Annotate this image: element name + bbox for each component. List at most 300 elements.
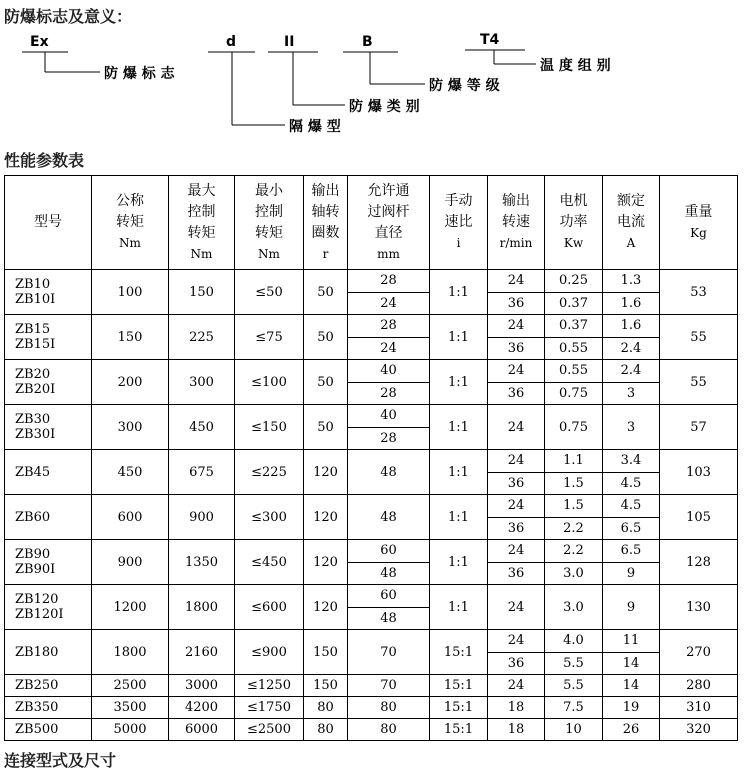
column-header-line: 最大 bbox=[187, 182, 216, 199]
model-cell bbox=[5, 495, 92, 540]
weight-cell: 280 bbox=[660, 675, 738, 697]
turns-cell: 120 bbox=[304, 540, 348, 585]
model-cell bbox=[5, 630, 92, 675]
valve-diameter-cell bbox=[348, 360, 430, 405]
valve-diameter-value: 24 bbox=[348, 292, 429, 315]
column-header-unit: A bbox=[626, 236, 636, 250]
table-row bbox=[5, 495, 738, 540]
label-d: 隔 爆 型 bbox=[289, 119, 341, 135]
model-cell bbox=[5, 719, 92, 741]
current-value: 4.5 bbox=[603, 472, 659, 495]
current-split bbox=[603, 630, 659, 674]
power-cell bbox=[545, 360, 603, 405]
speed-value: 36 bbox=[488, 382, 544, 405]
model-name: ZB250 bbox=[15, 678, 59, 693]
valve-diameter-value: 28 bbox=[348, 427, 429, 450]
speed-cell bbox=[488, 540, 545, 585]
column-header-unit: r/min bbox=[499, 236, 533, 250]
turns-cell: 150 bbox=[304, 630, 348, 675]
max-cell: 6000 bbox=[169, 719, 235, 741]
speed-cell bbox=[488, 630, 545, 675]
valve-diameter-value: 48 bbox=[348, 607, 429, 630]
column-header-line: 公称 bbox=[116, 193, 144, 209]
speed-value: 36 bbox=[488, 292, 544, 315]
column-header bbox=[488, 176, 545, 270]
valve-diameter-split bbox=[348, 315, 429, 359]
current-value: 1.6 bbox=[603, 292, 659, 315]
speed-cell bbox=[488, 450, 545, 495]
power-value: 1.5 bbox=[545, 472, 602, 495]
power-split bbox=[545, 360, 602, 404]
model-cell bbox=[5, 675, 92, 697]
performance-table bbox=[4, 175, 738, 741]
table-row bbox=[5, 270, 738, 315]
min-cell: ≤100 bbox=[235, 360, 304, 405]
column-header-line: 重量 bbox=[684, 203, 713, 220]
current-split bbox=[603, 540, 659, 584]
model-cell bbox=[5, 315, 92, 360]
valve-diameter-value: 24 bbox=[348, 337, 429, 360]
column-header bbox=[169, 176, 235, 270]
current-cell: 3 bbox=[603, 405, 660, 450]
column-header-unit: Kg bbox=[690, 225, 707, 240]
params-heading: 性能参数表 bbox=[4, 151, 85, 170]
power-value: 0.37 bbox=[545, 292, 602, 315]
min-cell: ≤1750 bbox=[235, 697, 304, 719]
speed-cell bbox=[488, 360, 545, 405]
torque-cell: 150 bbox=[92, 315, 169, 360]
column-header-line: 转矩 bbox=[187, 224, 216, 241]
speed-split bbox=[488, 540, 544, 584]
column-header-line: 轴转 bbox=[311, 203, 340, 220]
model-name: ZB20 bbox=[15, 367, 51, 382]
ratio-cell: 1:1 bbox=[430, 360, 488, 405]
max-cell: 150 bbox=[169, 270, 235, 315]
weight-cell: 55 bbox=[660, 360, 738, 405]
speed-split bbox=[488, 630, 544, 674]
current-cell bbox=[603, 495, 660, 540]
turns-cell: 50 bbox=[304, 315, 348, 360]
speed-value: 24 bbox=[507, 363, 525, 379]
current-split bbox=[603, 315, 659, 359]
ratio-cell: 1:1 bbox=[430, 405, 488, 450]
column-header bbox=[92, 176, 169, 270]
ratio-cell: 15:1 bbox=[430, 719, 488, 741]
weight-cell: 55 bbox=[660, 315, 738, 360]
column-header-line: 转矩 bbox=[116, 214, 144, 230]
model-name: ZB30I bbox=[15, 427, 56, 442]
connect-heading: 连接型式及尺寸 bbox=[4, 751, 117, 770]
column-header-line: 速比 bbox=[444, 214, 473, 230]
max-cell: 2160 bbox=[169, 630, 235, 675]
current-value: 2.4 bbox=[603, 337, 659, 360]
speed-split bbox=[488, 315, 544, 359]
speed-value: 24 bbox=[507, 633, 525, 649]
weight-cell: 103 bbox=[660, 450, 738, 495]
min-cell: ≤450 bbox=[235, 540, 304, 585]
current-value: 14 bbox=[603, 652, 659, 675]
power-value: 0.55 bbox=[559, 363, 588, 379]
model-name: ZB180 bbox=[15, 644, 59, 660]
torque-cell: 450 bbox=[92, 450, 169, 495]
table-row bbox=[5, 675, 738, 697]
power-cell bbox=[545, 540, 603, 585]
valve-diameter-cell bbox=[348, 540, 430, 585]
power-value: 0.75 bbox=[545, 382, 602, 405]
speed-value: 24 bbox=[507, 273, 525, 289]
power-cell bbox=[545, 315, 603, 360]
column-header-line: 电机 bbox=[559, 193, 588, 209]
current-cell bbox=[603, 540, 660, 585]
column-header-line: 转速 bbox=[502, 214, 530, 230]
ratio-cell: 1:1 bbox=[430, 495, 488, 540]
valve-diameter-value: 40 bbox=[380, 363, 397, 379]
power-value: 0.25 bbox=[559, 273, 588, 289]
column-header-unit: Nm bbox=[119, 236, 141, 250]
speed-value: 24 bbox=[507, 498, 525, 514]
column-header bbox=[348, 176, 430, 270]
table-body bbox=[5, 270, 738, 741]
model-cell bbox=[5, 540, 92, 585]
marking-ex: Ex bbox=[30, 34, 49, 50]
max-cell: 3000 bbox=[169, 675, 235, 697]
valve-diameter-value: 28 bbox=[380, 318, 397, 334]
power-cell bbox=[545, 630, 603, 675]
label-b: 防 爆 等 级 bbox=[429, 78, 500, 94]
current-cell: 14 bbox=[603, 675, 660, 697]
model-name: ZB90 bbox=[15, 547, 51, 562]
valve-diameter-cell bbox=[348, 270, 430, 315]
current-cell: 26 bbox=[603, 719, 660, 741]
torque-cell: 1200 bbox=[92, 585, 169, 630]
model-name: ZB90I bbox=[15, 562, 56, 577]
ratio-cell: 1:1 bbox=[430, 540, 488, 585]
table-row bbox=[5, 405, 738, 450]
current-cell: 9 bbox=[603, 585, 660, 630]
column-header-line: 允许通 bbox=[367, 182, 410, 199]
table-row bbox=[5, 585, 738, 630]
column-header-line: 电流 bbox=[617, 214, 645, 230]
weight-cell: 53 bbox=[660, 270, 738, 315]
model-cell bbox=[5, 360, 92, 405]
power-split bbox=[545, 540, 602, 584]
min-cell: ≤2500 bbox=[235, 719, 304, 741]
model-name: ZB500 bbox=[15, 722, 59, 737]
min-cell: ≤150 bbox=[235, 405, 304, 450]
ratio-cell: 1:1 bbox=[430, 585, 488, 630]
speed-split bbox=[488, 360, 544, 404]
valve-diameter-cell bbox=[348, 405, 430, 450]
column-header-unit: i bbox=[456, 236, 461, 250]
model-name: ZB10I bbox=[15, 292, 56, 307]
power-value: 5.5 bbox=[545, 652, 602, 675]
column-header bbox=[5, 176, 92, 270]
model-cell bbox=[5, 450, 92, 495]
valve-diameter-split bbox=[348, 360, 429, 404]
model-name: ZB10 bbox=[15, 277, 51, 292]
valve-diameter-split bbox=[348, 540, 429, 584]
marking-t4: T4 bbox=[480, 32, 500, 48]
power-cell bbox=[545, 270, 603, 315]
model-name: ZB45 bbox=[15, 464, 51, 480]
power-split bbox=[545, 450, 602, 494]
current-cell bbox=[603, 450, 660, 495]
table-row bbox=[5, 315, 738, 360]
column-header bbox=[660, 176, 738, 270]
speed-value: 36 bbox=[488, 472, 544, 495]
weight-cell: 130 bbox=[660, 585, 738, 630]
current-value: 9 bbox=[603, 562, 659, 585]
table-row bbox=[5, 360, 738, 405]
min-cell: ≤50 bbox=[235, 270, 304, 315]
power-cell: 10 bbox=[545, 719, 603, 741]
column-header-unit: Nm bbox=[190, 246, 213, 261]
column-header-unit: mm bbox=[377, 246, 400, 261]
column-header-line: 过阀杆 bbox=[367, 203, 410, 220]
speed-value: 36 bbox=[488, 337, 544, 360]
table-row bbox=[5, 540, 738, 585]
column-header-line: 输出 bbox=[502, 193, 530, 209]
column-header-unit: Nm bbox=[258, 246, 280, 261]
weight-cell: 310 bbox=[660, 697, 738, 719]
valve-diameter-value: 48 bbox=[348, 562, 429, 585]
current-value: 1.3 bbox=[620, 273, 642, 289]
torque-cell: 3500 bbox=[92, 697, 169, 719]
valve-diameter-split bbox=[348, 405, 429, 449]
valve-diameter-value: 40 bbox=[380, 408, 397, 424]
valve-diameter-cell: 80 bbox=[348, 719, 430, 741]
torque-cell: 300 bbox=[92, 405, 169, 450]
min-cell: ≤75 bbox=[235, 315, 304, 360]
speed-value: 36 bbox=[488, 652, 544, 675]
turns-cell: 150 bbox=[304, 675, 348, 697]
torque-cell: 1800 bbox=[92, 630, 169, 675]
min-cell: ≤600 bbox=[235, 585, 304, 630]
model-name: ZB30 bbox=[15, 412, 51, 427]
column-header bbox=[304, 176, 348, 270]
marking-d: d bbox=[226, 34, 237, 50]
current-value: 3.4 bbox=[620, 453, 642, 469]
turns-cell: 120 bbox=[304, 450, 348, 495]
column-header bbox=[235, 176, 304, 270]
current-value: 6.5 bbox=[620, 543, 642, 559]
table-row bbox=[5, 630, 738, 675]
speed-value: 36 bbox=[488, 562, 544, 585]
speed-split bbox=[488, 450, 544, 494]
current-value: 3 bbox=[603, 382, 659, 405]
speed-cell: 24 bbox=[488, 675, 545, 697]
power-cell: 0.75 bbox=[545, 405, 603, 450]
current-split bbox=[603, 270, 659, 314]
column-header-line: 手动 bbox=[444, 193, 473, 209]
power-cell bbox=[545, 495, 603, 540]
ratio-cell: 1:1 bbox=[430, 450, 488, 495]
power-split bbox=[545, 270, 602, 314]
speed-split bbox=[488, 270, 544, 314]
current-cell bbox=[603, 360, 660, 405]
model-cell bbox=[5, 405, 92, 450]
valve-diameter-value: 60 bbox=[380, 588, 397, 604]
ratio-cell: 15:1 bbox=[430, 697, 488, 719]
speed-split bbox=[488, 495, 544, 539]
power-value: 2.2 bbox=[545, 517, 602, 540]
turns-cell: 80 bbox=[304, 697, 348, 719]
column-header-line: 控制 bbox=[255, 203, 283, 220]
current-cell bbox=[603, 315, 660, 360]
model-name: ZB15 bbox=[15, 322, 51, 337]
turns-cell: 50 bbox=[304, 270, 348, 315]
label-ii: 防 爆 类 别 bbox=[349, 99, 420, 115]
valve-diameter-value: 28 bbox=[380, 273, 397, 289]
column-header bbox=[603, 176, 660, 270]
max-cell: 4200 bbox=[169, 697, 235, 719]
power-value: 1.5 bbox=[563, 498, 584, 514]
max-cell: 225 bbox=[169, 315, 235, 360]
explosion-proof-marking-diagram bbox=[0, 0, 746, 160]
marking-b: B bbox=[362, 34, 373, 50]
speed-value: 24 bbox=[507, 318, 525, 334]
ratio-cell: 15:1 bbox=[430, 675, 488, 697]
column-header bbox=[430, 176, 488, 270]
speed-cell: 24 bbox=[488, 585, 545, 630]
column-header-line: 圈数 bbox=[311, 224, 340, 241]
column-header-line: 直径 bbox=[374, 224, 403, 241]
valve-diameter-split bbox=[348, 585, 429, 629]
speed-cell: 24 bbox=[488, 405, 545, 450]
model-name: ZB60 bbox=[15, 509, 51, 525]
max-cell: 300 bbox=[169, 360, 235, 405]
power-split bbox=[545, 495, 602, 539]
column-header-unit: Kw bbox=[563, 236, 584, 250]
label-ex: 防 爆 标 志 bbox=[104, 66, 175, 82]
valve-diameter-value: 28 bbox=[348, 382, 429, 405]
valve-diameter-cell: 48 bbox=[348, 450, 430, 495]
weight-cell: 320 bbox=[660, 719, 738, 741]
valve-diameter-cell bbox=[348, 585, 430, 630]
column-header-unit: r bbox=[322, 246, 329, 261]
power-value: 3.0 bbox=[545, 562, 602, 585]
current-cell bbox=[603, 270, 660, 315]
weight-cell: 105 bbox=[660, 495, 738, 540]
power-cell: 5.5 bbox=[545, 675, 603, 697]
column-header-line: 控制 bbox=[187, 203, 216, 220]
current-value: 6.5 bbox=[603, 517, 659, 540]
max-cell: 900 bbox=[169, 495, 235, 540]
valve-diameter-cell: 70 bbox=[348, 630, 430, 675]
column-header-line: 最小 bbox=[255, 182, 283, 199]
power-split bbox=[545, 630, 602, 674]
weight-cell: 128 bbox=[660, 540, 738, 585]
turns-cell: 80 bbox=[304, 719, 348, 741]
model-cell bbox=[5, 697, 92, 719]
table-row bbox=[5, 719, 738, 741]
valve-diameter-value: 60 bbox=[380, 543, 397, 559]
torque-cell: 2500 bbox=[92, 675, 169, 697]
valve-diameter-split bbox=[348, 270, 429, 314]
speed-cell bbox=[488, 315, 545, 360]
valve-diameter-cell: 70 bbox=[348, 675, 430, 697]
valve-diameter-cell: 48 bbox=[348, 495, 430, 540]
power-value: 2.2 bbox=[563, 543, 584, 559]
torque-cell: 200 bbox=[92, 360, 169, 405]
turns-cell: 120 bbox=[304, 585, 348, 630]
model-name: ZB120I bbox=[15, 607, 64, 622]
power-cell bbox=[545, 450, 603, 495]
marking-ii: II bbox=[284, 34, 295, 50]
torque-cell: 100 bbox=[92, 270, 169, 315]
column-header-line: 转矩 bbox=[255, 224, 283, 241]
current-split bbox=[603, 450, 659, 494]
min-cell: ≤225 bbox=[235, 450, 304, 495]
speed-cell bbox=[488, 495, 545, 540]
ratio-cell: 15:1 bbox=[430, 630, 488, 675]
power-cell: 3.0 bbox=[545, 585, 603, 630]
power-split bbox=[545, 315, 602, 359]
speed-cell: 18 bbox=[488, 697, 545, 719]
ratio-cell: 1:1 bbox=[430, 270, 488, 315]
model-name: ZB15I bbox=[15, 337, 56, 352]
turns-cell: 50 bbox=[304, 360, 348, 405]
table-row bbox=[5, 697, 738, 719]
ratio-cell: 1:1 bbox=[430, 315, 488, 360]
current-split bbox=[603, 495, 659, 539]
current-value: 4.5 bbox=[620, 498, 642, 514]
table-row bbox=[5, 450, 738, 495]
speed-value: 36 bbox=[488, 517, 544, 540]
speed-value: 24 bbox=[507, 453, 525, 469]
current-cell: 19 bbox=[603, 697, 660, 719]
model-name: ZB120 bbox=[15, 592, 59, 607]
turns-cell: 120 bbox=[304, 495, 348, 540]
current-value: 2.4 bbox=[620, 363, 642, 379]
table-header-row bbox=[5, 176, 738, 270]
min-cell: ≤1250 bbox=[235, 675, 304, 697]
torque-cell: 5000 bbox=[92, 719, 169, 741]
valve-diameter-cell: 80 bbox=[348, 697, 430, 719]
column-header-line: 功率 bbox=[559, 214, 588, 230]
power-value: 4.0 bbox=[563, 633, 584, 649]
torque-cell: 600 bbox=[92, 495, 169, 540]
weight-cell: 57 bbox=[660, 405, 738, 450]
current-value: 1.6 bbox=[620, 318, 642, 334]
weight-cell: 270 bbox=[660, 630, 738, 675]
model-cell bbox=[5, 270, 92, 315]
model-cell bbox=[5, 585, 92, 630]
max-cell: 1800 bbox=[169, 585, 235, 630]
min-cell: ≤900 bbox=[235, 630, 304, 675]
model-name: ZB20I bbox=[15, 382, 56, 397]
torque-cell: 900 bbox=[92, 540, 169, 585]
speed-cell bbox=[488, 270, 545, 315]
speed-cell: 18 bbox=[488, 719, 545, 741]
current-value: 11 bbox=[622, 633, 640, 649]
power-cell: 7.5 bbox=[545, 697, 603, 719]
min-cell: ≤300 bbox=[235, 495, 304, 540]
column-header-line: 输出 bbox=[311, 182, 340, 199]
marking-heading: 防爆标志及意义： bbox=[4, 7, 133, 26]
max-cell: 675 bbox=[169, 450, 235, 495]
max-cell: 450 bbox=[169, 405, 235, 450]
column-header-line: 型号 bbox=[34, 214, 62, 230]
model-name: ZB350 bbox=[15, 700, 59, 715]
power-value: 1.1 bbox=[563, 453, 584, 469]
column-header bbox=[545, 176, 603, 270]
label-t4: 温 度 组 别 bbox=[540, 58, 611, 74]
current-split bbox=[603, 360, 659, 404]
current-cell bbox=[603, 630, 660, 675]
power-value: 0.55 bbox=[545, 337, 602, 360]
column-header-line: 额定 bbox=[617, 193, 645, 209]
